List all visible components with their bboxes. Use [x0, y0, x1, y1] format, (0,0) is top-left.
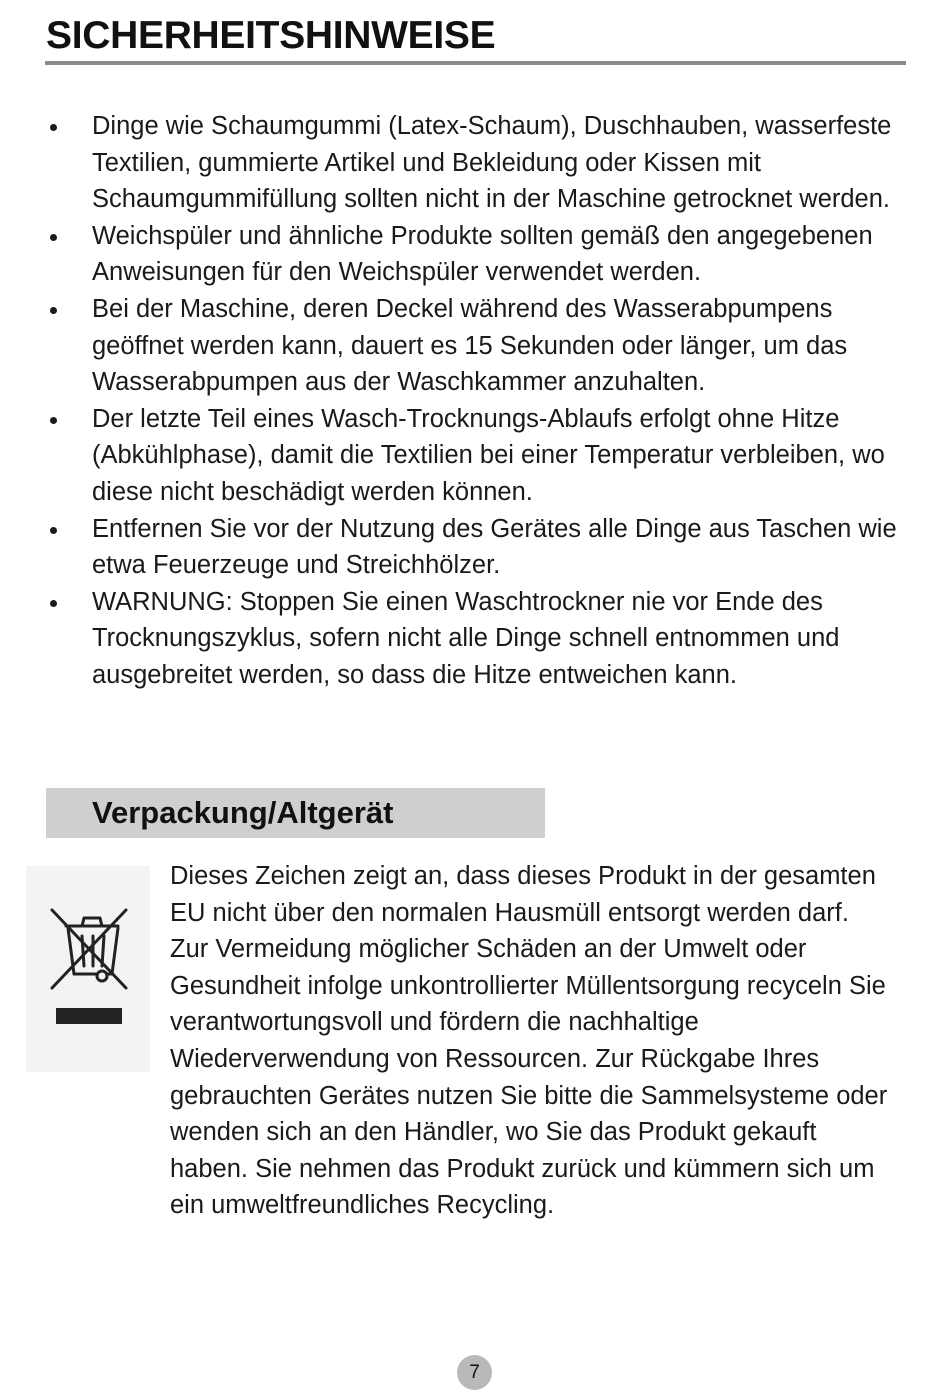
section-heading: Verpackung/Altgerät — [92, 795, 394, 830]
bullet-icon — [50, 307, 57, 314]
weee-symbol — [26, 866, 150, 1072]
list-item — [46, 584, 916, 694]
list-item-text: WARNUNG: Stoppen Sie einen Waschtrockner nie vor Ende des Trocknungszyklus, sofern nicht alle Dinge schnell entnommen und ausgebreitet werden, so dass die Hitze entweichen kann. — [92, 587, 840, 689]
page-number: 7 — [457, 1355, 492, 1390]
list-item — [46, 511, 916, 584]
title-divider — [45, 61, 906, 65]
list-item-text: Bei der Maschine, deren Deckel während des Wasserabpumpens geöffnet werden kann, dauert es 15 Sekunden oder länger, um das Wasserabpumpen aus der Waschkammer anzuhalten. — [92, 294, 848, 397]
bullet-icon — [50, 527, 57, 534]
disposal-paragraph: Dieses Zeichen zeigt an, dass dieses Produkt in der gesamten EU nicht über den normalen Hausmüll entsorgt werden darf. Zur Vermeidung möglicher Schäden an der Umwelt oder Gesundheit infolge unkontrollierter Müllentsorgung recyceln Sie verantwortungsvoll und fördern die nachhaltige Wiederverwendung von Ressourcen. Zur Rückgabe Ihres gebrauchten Gerätes nutzen Sie bitte die Sammelsysteme oder wenden sich an den Händler, wo Sie das Produkt gekauft haben. Sie nehmen das Produkt zurück und kümmern sich um ein umweltfreundliches Recycling. — [170, 862, 888, 1220]
bullet-icon — [50, 600, 57, 607]
list-item — [46, 401, 916, 511]
list-item — [46, 291, 916, 401]
list-item-text: Entfernen Sie vor der Nutzung des Gerätes alle Dinge aus Taschen wie etwa Feuerzeuge und Streichhölzer. — [92, 514, 897, 580]
bullet-icon — [50, 124, 57, 131]
safety-notes-list — [46, 108, 916, 694]
list-item — [46, 108, 916, 218]
bullet-icon — [50, 417, 57, 424]
list-item-text: Weichspüler und ähnliche Produkte sollten gemäß den angegebenen Anweisungen für den Weichspüler verwendet werden. — [92, 221, 873, 287]
list-item-text: Der letzte Teil eines Wasch-Trocknungs-Ablaufs erfolgt ohne Hitze (Abkühlphase), damit die Textilien bei einer Temperatur verbleiben, wo diese nicht beschädigt werden können. — [92, 404, 885, 506]
weee-crossed-out-bin-icon — [26, 866, 150, 1072]
list-item — [46, 218, 916, 291]
bullet-icon — [50, 234, 57, 241]
page-title: SICHERHEITSHINWEISE — [46, 14, 496, 57]
list-item-text: Dinge wie Schaumgummi (Latex-Schaum), Duschhauben, wasserfeste Textilien, gummierte Artikel und Bekleidung oder Kissen mit Schaumgummifüllung sollten nicht in der Maschine getrocknet werden. — [92, 112, 892, 214]
